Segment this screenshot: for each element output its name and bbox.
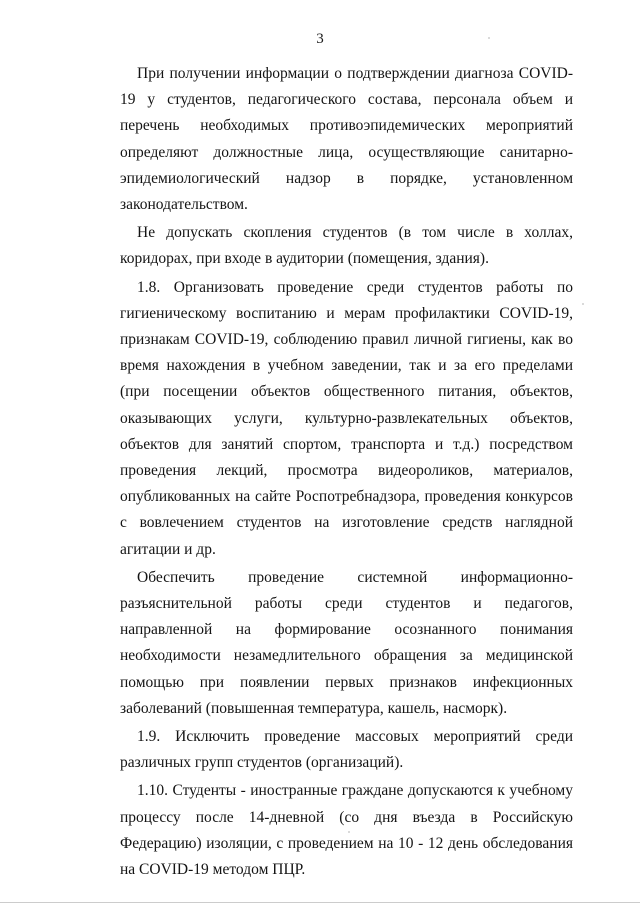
page-number: 3 [316,31,324,47]
paragraph-1-8-hygiene-education: 1.8. Организовать проведение среди студентов работы по гигиеническому воспитанию и мерам профилактики COVID-19, признакам COVID-19, соблюдению правил личной гигиены, как во время нахождения в учебном заведении, так и за его пределами (при посещении объектов общественного питания, объектов, оказывающих услуги, культурно-развлекательных объектов, объектов для занятий спортом, транспорта и т.д.) посредством проведения лекций, просмотра видеороликов, материалов, опубликованных на сайте Роспотребнадзора, проведения конкурсов с вовлечением студентов на изготовление средств наглядной агитации и др. [120,278,573,558]
paragraph-1-9-exclude-events: 1.9. Исключить проведение массовых мероприятий среди различных групп студентов (организаций). [120,728,573,772]
scan-speck [582,303,584,305]
scan-bottom-edge [0,902,640,903]
paragraph-1-10-foreign-students: 1.10. Студенты - иностранные граждане допускаются к учебному процессу после 14-дневной (со дня въезда в Российскую Федерацию) изоляции, с проведением на 10 - 12 день обследования на COVID-19 методом ПЦР. [120,782,573,879]
paragraph-information-work: Обеспечить проведение системной информационно-разъяснительной работы среди студентов и педагогов, направленной на формирование осознанного понимания необходимости незамедлительного обращения за медицинской помощью при появлении первых признаков инфекционных заболеваний (повышенная температура, кашель, насморк). [120,568,573,717]
paragraph-no-crowding: Не допускать скопления студентов (в том числе в холлах, коридорах, при входе в аудитории (помещения, здания). [120,224,573,268]
paragraph-covid-confirmation: При получении информации о подтверждении диагноза COVID-19 у студентов, педагогического состава, персонала объем и перечень необходимых противоэпидемических мероприятий определяют должностные лица, осуществляющие санитарно-эпидемиологический надзор в порядке, установленном законодательством. [120,65,573,214]
document-body [120,61,573,883]
scan-speck [348,831,350,833]
scan-speck [488,37,490,39]
